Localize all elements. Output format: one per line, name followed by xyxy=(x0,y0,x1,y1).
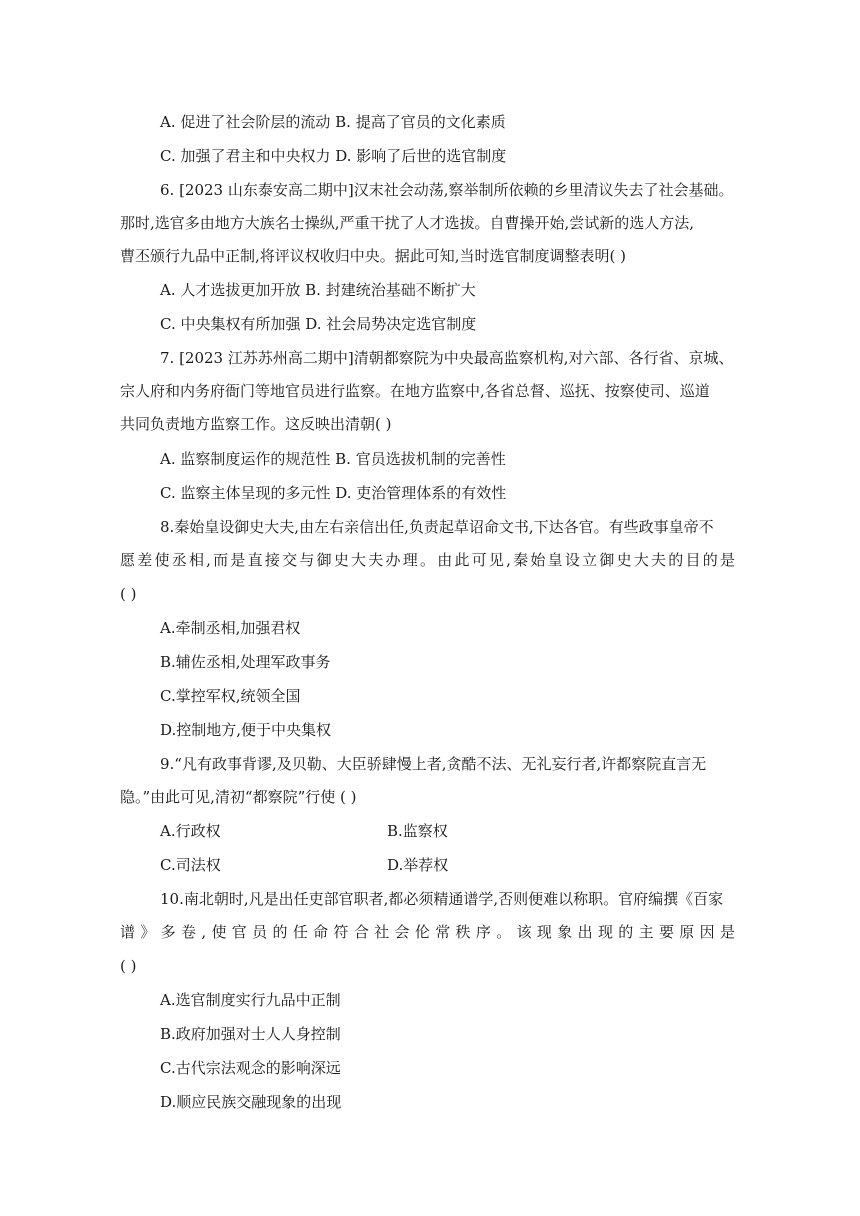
q7-stem-line-3: 共同负责地方监察工作。这反映出清朝( ) xyxy=(120,415,392,433)
q8-stem-line-2: 愿差使丞相,而是直接交与御史大夫办理。由此可见,秦始皇设立御史大夫的目的是 xyxy=(120,551,735,569)
q5-options-ab: A. 促进了社会阶层的流动 B. 提高了官员的文化素质 xyxy=(160,113,506,131)
q9-option-d: D.举荐权 xyxy=(387,856,449,874)
q8-option-b: B.辅佐丞相,处理军政事务 xyxy=(160,653,331,671)
q5-options-cd: C. 加强了君主和中央权力 D. 影响了后世的选官制度 xyxy=(160,147,507,165)
q6-options-cd: C. 中央集权有所加强 D. 社会局势决定选官制度 xyxy=(160,315,477,333)
q9-option-c: C.司法权 xyxy=(160,856,221,874)
q9-stem-line-1: 9.“凡有政事背谬,及贝勒、大臣骄肆慢上者,贪酷不法、无礼妄行者,许都察院直言无 xyxy=(160,755,707,773)
q10-stem-line-3: ( ) xyxy=(120,957,137,975)
q10-stem-line-1: 10.南北朝时,凡是出任吏部官职者,都必须精通谱学,否则便难以称职。官府编撰《百家 xyxy=(160,890,724,908)
q8-option-d: D.控制地方,便于中央集权 xyxy=(160,721,332,739)
q9-option-a: A.行政权 xyxy=(160,822,221,840)
q10-option-b: B.政府加强对士人人身控制 xyxy=(160,1025,341,1043)
q7-stem-line-2: 宗人府和内务府衙门等地官员进行监察。在地方监察中,各省总督、巡抚、按察使司、巡道 xyxy=(120,382,710,400)
q10-option-a: A.选官制度实行九品中正制 xyxy=(160,991,341,1009)
q8-option-c: C.掌控军权,统领全国 xyxy=(160,687,301,705)
q9-option-b: B.监察权 xyxy=(387,822,448,840)
q10-option-d: D.顺应民族交融现象的出现 xyxy=(160,1093,342,1111)
q7-options-cd: C. 监察主体呈现的多元性 D. 吏治管理体系的有效性 xyxy=(160,484,507,502)
q6-options-ab: A. 人才选拔更加开放 B. 封建统治基础不断扩大 xyxy=(160,281,476,299)
q8-stem-line-1: 8.秦始皇设御史大夫,由左右亲信出任,负责起草诏命文书,下达各官。有些政事皇帝不 xyxy=(160,518,714,536)
q10-stem-line-2: 谱》多卷,使官员的任命符合社会伦常秩序。该现象出现的主要原因是 xyxy=(120,923,735,941)
q7-stem-line-1: 7. [2023 江苏苏州高二期中]清朝都察院为中央最高监察机构,对六部、各行省、京城、 xyxy=(160,349,734,367)
q8-stem-line-3: ( ) xyxy=(120,585,137,603)
q9-stem-line-2: 隐。”由此可见,清初“都察院”行使 ( ) xyxy=(120,788,357,806)
q10-option-c: C.古代宗法观念的影响深远 xyxy=(160,1059,341,1077)
q6-stem-line-2: 那时,选官多由地方大族名士操纵,严重干扰了人才选拔。自曹操开始,尝试新的选人方法, xyxy=(120,214,695,232)
q8-option-a: A.牵制丞相,加强君权 xyxy=(160,619,301,637)
q7-options-ab: A. 监察制度运作的规范性 B. 官员选拔机制的完善性 xyxy=(160,450,506,468)
q6-stem-line-1: 6. [2023 山东泰安高二期中]汉末社会动荡,察举制所依赖的乡里清议失去了社会基础。 xyxy=(160,181,734,199)
q6-stem-line-3: 曹丕颁行九品中正制,将评议权收归中央。据此可知,当时选官制度调整表明( ) xyxy=(120,247,627,265)
